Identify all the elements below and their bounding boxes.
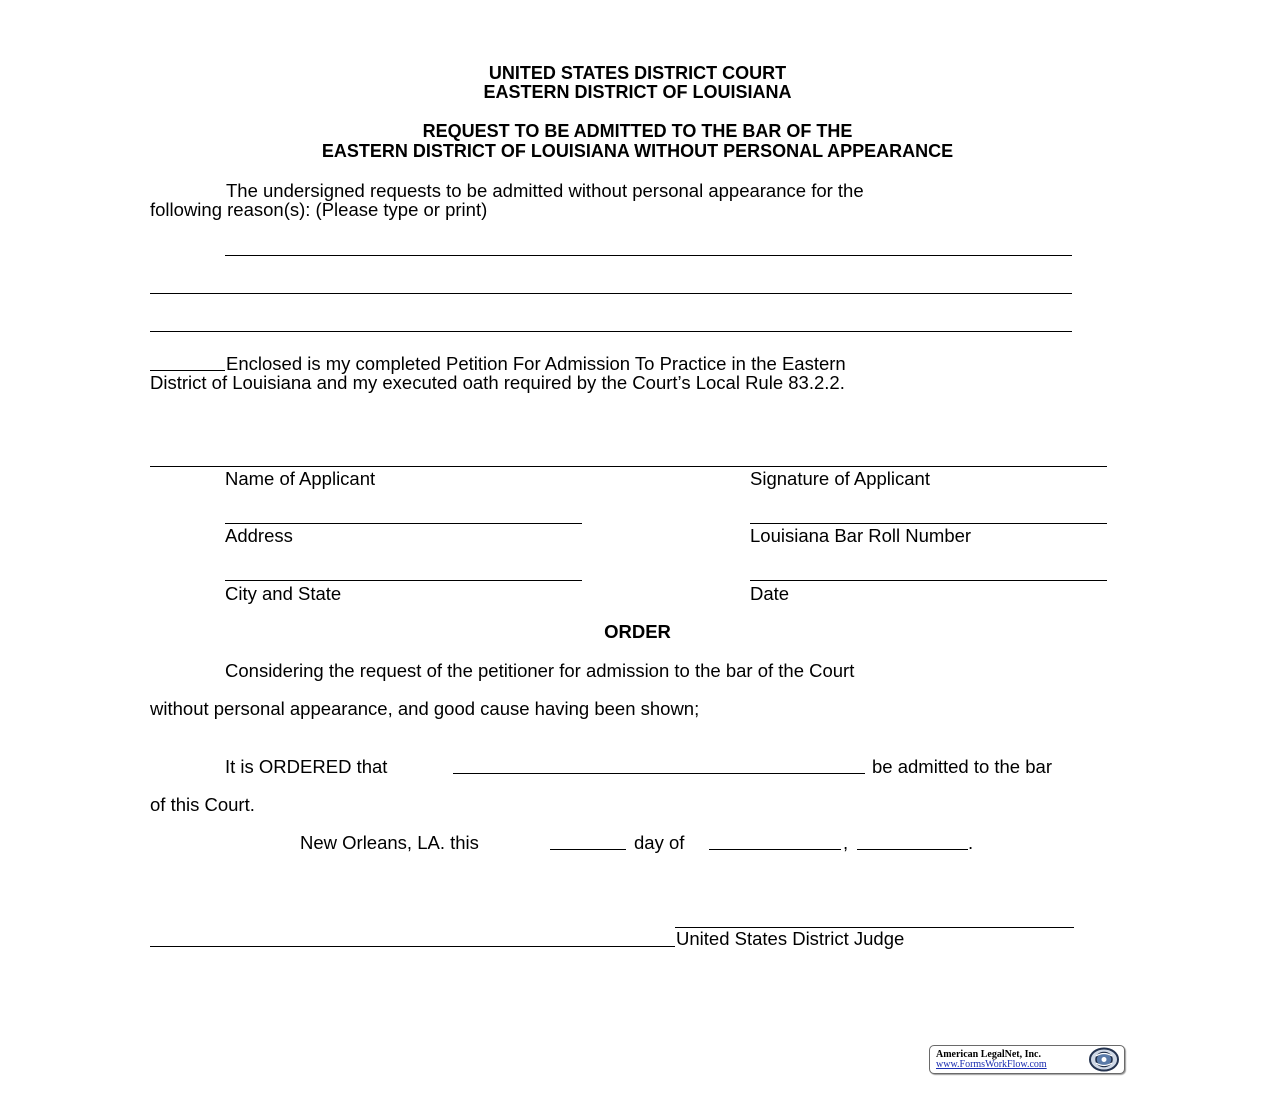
form-title-line1: REQUEST TO BE ADMITTED TO THE BAR OF THE: [422, 121, 853, 141]
judge-label: United States District Judge: [676, 928, 905, 949]
enclosed-text-line1: Enclosed is my completed Petition For Admission To Practice in the Eastern: [226, 353, 846, 374]
ordered-suffix: be admitted to the bar: [872, 756, 1052, 777]
ordered-line2: of this Court.: [150, 794, 255, 815]
petitioner-name-blank[interactable]: [453, 773, 865, 774]
request-text-line2: following reason(s): (Please type or print): [150, 199, 488, 220]
city-state-label: City and State: [225, 583, 342, 604]
place-prefix: New Orleans, LA. this: [300, 832, 479, 853]
address-label: Address: [225, 525, 293, 546]
day-blank[interactable]: [550, 849, 626, 850]
name-signature-line[interactable]: [150, 466, 1107, 467]
month-blank[interactable]: [709, 849, 841, 850]
enclosed-check-blank[interactable]: [150, 370, 225, 371]
court-district: EASTERN DISTRICT OF LOUISIANA: [483, 82, 792, 102]
year-blank[interactable]: [857, 849, 968, 850]
order-heading: ORDER: [604, 621, 671, 642]
court-name: UNITED STATES DISTRICT COURT: [488, 63, 787, 83]
ordered-prefix: It is ORDERED that: [225, 756, 388, 777]
forms-workflow-badge[interactable]: [929, 1045, 1125, 1074]
globe-logo-icon: [1087, 1047, 1121, 1072]
date-comma: ,: [843, 832, 849, 853]
company-name: American LegalNet, Inc.: [936, 1049, 1041, 1060]
day-of-text: day of: [634, 832, 685, 853]
address-line[interactable]: [225, 523, 582, 524]
city-state-line[interactable]: [225, 580, 582, 581]
date-period: .: [968, 832, 974, 853]
signature-of-applicant-label: Signature of Applicant: [750, 468, 930, 489]
reason-line-3[interactable]: [150, 331, 1072, 332]
order-para-line2: without personal appearance, and good cause having been shown;: [150, 698, 700, 719]
enclosed-text-line2: District of Louisiana and my executed oath required by the Court’s Local Rule 83.2.2.: [150, 372, 845, 393]
order-para-line1: Considering the request of the petitioner for admission to the bar of the Court: [225, 660, 855, 681]
bar-roll-line[interactable]: [750, 523, 1107, 524]
form-title-line2: EASTERN DISTRICT OF LOUISIANA WITHOUT PERSONAL APPEARANCE: [321, 141, 954, 161]
date-line[interactable]: [750, 580, 1107, 581]
reason-line-1[interactable]: [225, 255, 1072, 256]
company-url-link[interactable]: www.FormsWorkFlow.com: [936, 1059, 1047, 1070]
judge-name-line[interactable]: [150, 946, 675, 947]
name-of-applicant-label: Name of Applicant: [225, 468, 376, 489]
reason-line-2[interactable]: [150, 293, 1072, 294]
request-text-line1: The undersigned requests to be admitted without personal appearance for the: [226, 180, 864, 201]
bar-roll-number-label: Louisiana Bar Roll Number: [750, 525, 972, 546]
date-label: Date: [750, 583, 790, 604]
